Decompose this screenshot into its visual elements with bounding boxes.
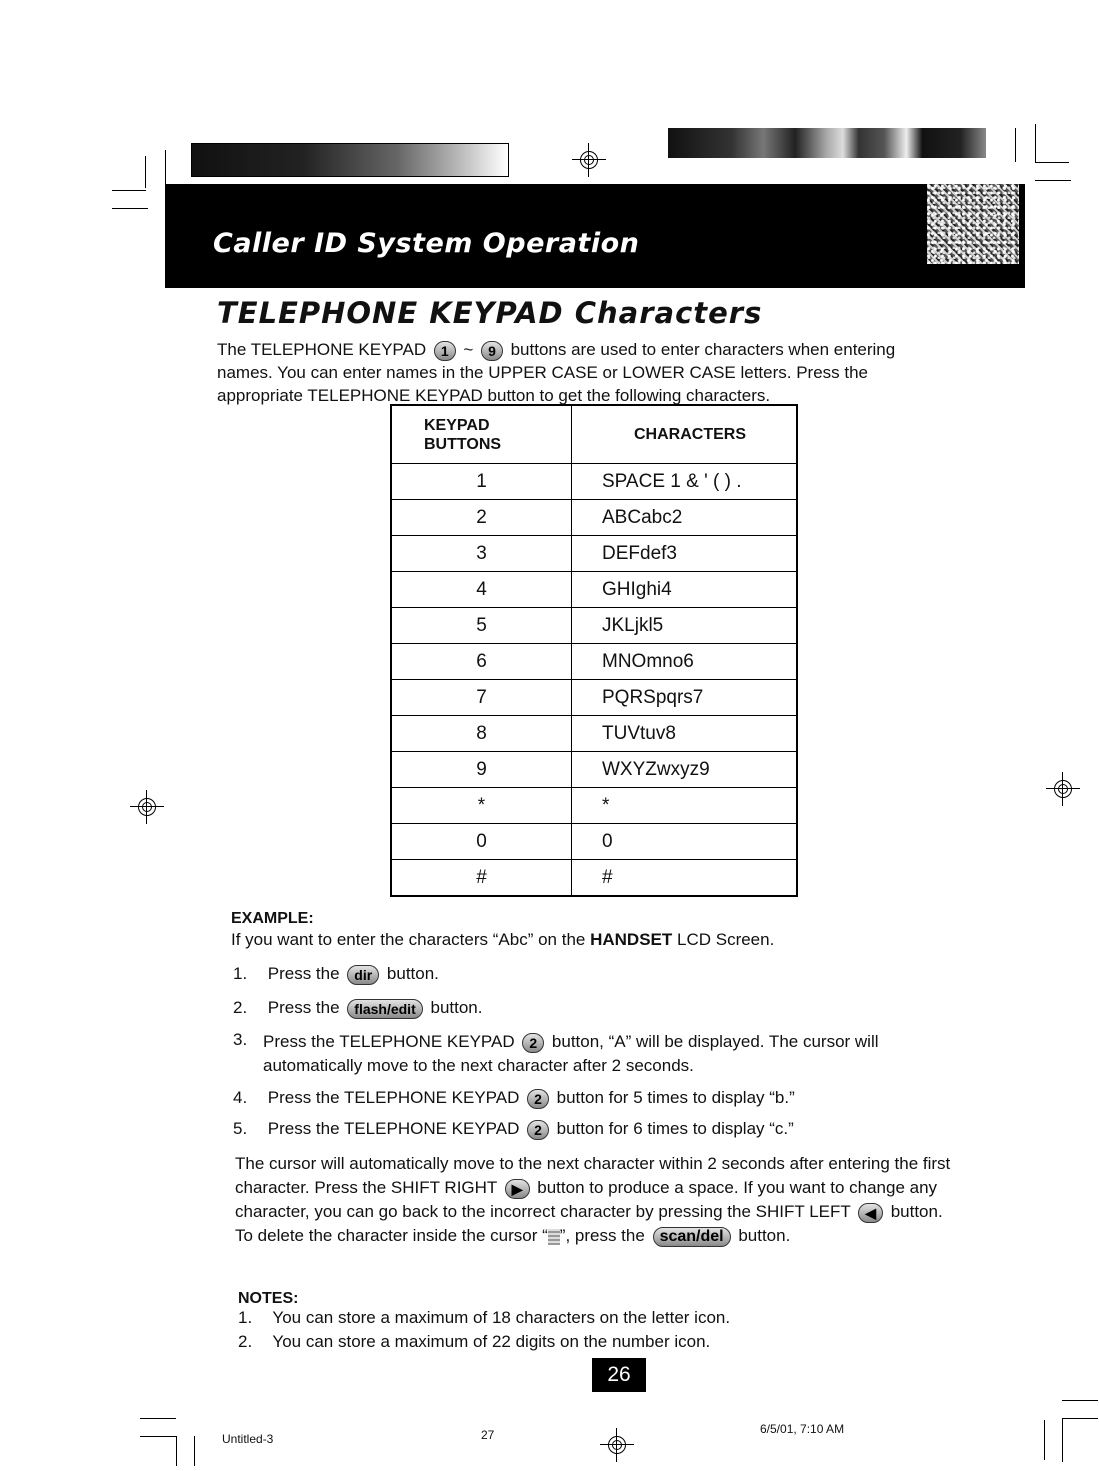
step-number: 3.: [233, 1030, 248, 1049]
para-text: button. To delete the character inside the cursor “: [235, 1202, 943, 1245]
crop-mark: [145, 156, 146, 188]
note-text: You can store a maximum of 22 digits on the number icon.: [272, 1332, 711, 1351]
step-item: [233, 1030, 953, 1078]
header-keypad-line2: BUTTONS: [424, 435, 502, 453]
step-text: Press the: [267, 998, 340, 1017]
crop-mark: [1062, 1400, 1098, 1401]
crop-mark: [1035, 124, 1036, 162]
row-button: 1: [391, 464, 572, 500]
keypad-characters-table: [390, 404, 798, 897]
crop-mark: [176, 1436, 177, 1466]
step-item: [233, 998, 482, 1019]
keypad-2-button-icon: 2: [522, 1033, 544, 1053]
row-button: 2: [391, 500, 572, 536]
step-item: [233, 964, 439, 985]
step-number: 2.: [233, 998, 248, 1017]
color-bar-left: [191, 143, 509, 177]
crop-mark: [1062, 1418, 1063, 1462]
row-characters: WXYZwxyz9: [572, 752, 798, 788]
crop-mark: [1062, 1418, 1098, 1419]
para-text: button.: [738, 1226, 791, 1245]
scan-del-button-icon: scan/del: [653, 1227, 731, 1247]
table-row: [391, 644, 797, 680]
table-header-row: [391, 405, 797, 464]
intro-tilde: ~: [463, 340, 474, 359]
row-button: 5: [391, 608, 572, 644]
table-row: [391, 608, 797, 644]
registration-mark-icon: [1046, 772, 1080, 806]
keypad-2-button-icon: 2: [527, 1089, 549, 1109]
step-number: 5.: [233, 1119, 248, 1138]
banner-title: Caller ID System Operation: [213, 228, 640, 259]
registration-mark-icon: [600, 1428, 634, 1462]
color-bar-right: [668, 128, 986, 158]
crop-mark: [1044, 1420, 1045, 1460]
cursor-paragraph: [235, 1152, 955, 1248]
example-label: EXAMPLE:: [231, 910, 314, 927]
row-button: 4: [391, 572, 572, 608]
row-button: 7: [391, 680, 572, 716]
header-keypad-line1: KEYPAD: [424, 416, 490, 434]
row-button: 9: [391, 752, 572, 788]
step-item: [233, 1119, 794, 1140]
table-row: [391, 788, 797, 824]
crop-mark: [140, 1436, 176, 1437]
table-row: [391, 716, 797, 752]
row-characters: 0: [572, 824, 798, 860]
para-text: ”, press the: [559, 1226, 645, 1245]
row-button: #: [391, 860, 572, 897]
footer-file: Untitled-3: [222, 1432, 274, 1446]
step-text: button for 6 times to display “c.”: [556, 1119, 794, 1138]
note-item: [238, 1308, 730, 1328]
row-characters: #: [572, 860, 798, 897]
step-text: button.: [430, 998, 483, 1017]
flash-edit-button-icon: flash/edit: [347, 999, 422, 1019]
page-heading: TELEPHONE KEYPAD Characters: [217, 296, 763, 330]
step-text: Press the TELEPHONE KEYPAD: [263, 1032, 515, 1051]
crop-mark: [1035, 162, 1069, 163]
row-button: *: [391, 788, 572, 824]
intro-paragraph: [217, 338, 937, 407]
section-banner: [165, 184, 1025, 288]
intro-text-a: The TELEPHONE KEYPAD: [217, 340, 427, 359]
crop-mark: [140, 1418, 176, 1419]
step-number: 4.: [233, 1088, 248, 1107]
crop-mark: [194, 1436, 195, 1466]
row-characters: PQRSpqrs7: [572, 680, 798, 716]
table-row: [391, 572, 797, 608]
footer-date: 6/5/01, 7:10 AM: [760, 1422, 845, 1436]
example-intro-bold: HANDSET: [590, 930, 673, 949]
row-characters: TUVtuv8: [572, 716, 798, 752]
header-characters: CHARACTERS: [572, 405, 798, 464]
row-button: 0: [391, 824, 572, 860]
note-number: 2.: [238, 1332, 253, 1351]
note-item: [238, 1332, 710, 1352]
shift-right-icon: ▶: [505, 1179, 530, 1199]
row-characters: MNOmno6: [572, 644, 798, 680]
notes-label: NOTES:: [238, 1290, 299, 1307]
row-characters: GHIghi4: [572, 572, 798, 608]
row-characters: JKLjkl5: [572, 608, 798, 644]
shift-left-icon: ◀: [858, 1203, 883, 1223]
row-characters: DEFdef3: [572, 536, 798, 572]
keypad-2-button-icon: 2: [527, 1120, 549, 1140]
page-number: 26: [592, 1358, 646, 1392]
step-number: 1.: [233, 964, 248, 983]
step-text: button.: [386, 964, 439, 983]
header-keypad-buttons: [391, 405, 572, 464]
example-intro-b: LCD Screen.: [677, 930, 775, 949]
footer-sheet: 27: [481, 1428, 495, 1442]
row-button: 3: [391, 536, 572, 572]
keypad-9-button-icon: 9: [481, 341, 503, 361]
example-intro: [231, 928, 774, 951]
step-text: button for 5 times to display “b.”: [556, 1088, 795, 1107]
crop-mark: [112, 190, 146, 191]
row-button: 8: [391, 716, 572, 752]
para-text: button to produce a space. If you want to change any character, you can go back to the incorrect character by pressing the SHIFT LEFT: [235, 1178, 938, 1221]
cursor-block-icon: [548, 1229, 560, 1245]
example-intro-a: If you want to enter the characters “Abc” on the: [231, 930, 586, 949]
note-text: You can store a maximum of 18 characters on the letter icon.: [272, 1308, 731, 1327]
step-text: Press the TELEPHONE KEYPAD: [267, 1088, 520, 1107]
table-row: [391, 752, 797, 788]
registration-mark-icon: [130, 790, 164, 824]
crop-mark: [112, 208, 148, 209]
step-text: Press the: [267, 964, 340, 983]
row-button: 6: [391, 644, 572, 680]
crop-mark: [1035, 180, 1071, 181]
note-number: 1.: [238, 1308, 253, 1327]
registration-mark-icon: [572, 143, 606, 177]
crop-mark: [1015, 128, 1016, 162]
step-text: button, “A” will be displayed. The cursor will automatically move to the next character after 2 seconds.: [263, 1032, 879, 1075]
banner-texture: [927, 184, 1019, 264]
para-text: The cursor will automatically move to the next character within 2 seconds after entering the first character. Press the SHIFT RIGHT: [235, 1154, 951, 1197]
dir-button-icon: dir: [347, 965, 379, 985]
table-row: [391, 464, 797, 500]
row-characters: SPACE 1 & ' ( ) .: [572, 464, 798, 500]
keypad-1-button-icon: 1: [434, 341, 456, 361]
row-characters: ABCabc2: [572, 500, 798, 536]
table-row: [391, 680, 797, 716]
step-item: [233, 1088, 795, 1109]
intro-text-b: buttons are used to enter characters when entering names. You can enter names in the UPPER CASE or LOWER CASE letters. Press the appropriate TELEPHONE KEYPAD button to get the following characters.: [217, 340, 896, 405]
row-characters: *: [572, 788, 798, 824]
table-row: [391, 824, 797, 860]
table-row: [391, 860, 797, 897]
table-row: [391, 536, 797, 572]
table-row: [391, 500, 797, 536]
step-text: Press the TELEPHONE KEYPAD: [267, 1119, 520, 1138]
